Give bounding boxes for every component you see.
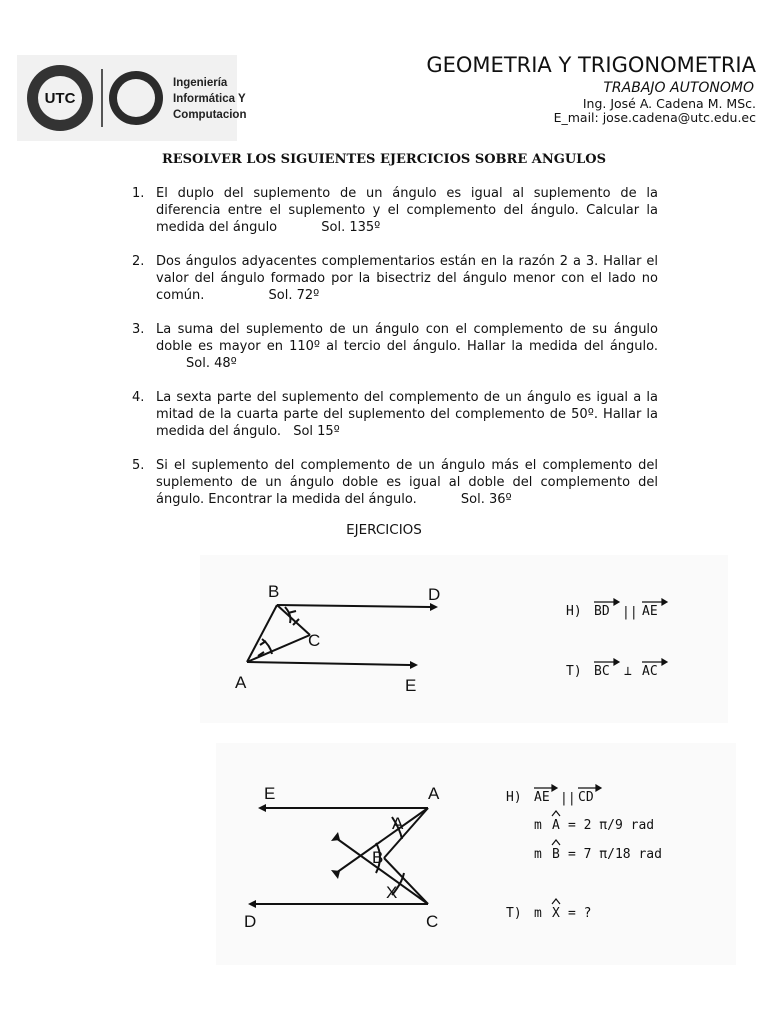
exercise-number: 4. [132,390,145,405]
exercise-item [132,389,658,440]
teacher-name: Ing. José A. Cadena M. MSc. [582,96,756,111]
figure-2-thesis-letter: X [552,906,560,921]
figure-1-label-e: E [405,676,417,695]
exercise-number: 3. [132,322,145,337]
exercise-item [132,321,658,372]
figure-2-thesis-prefix: T) [506,906,522,921]
figure-2-angle-a: A [392,814,404,833]
exercise-text: La suma del suplemento de un ángulo con el complemento de su ángulo doble es mayor en 110º al tercio del ángulo. Hallar la medida del ángulo. [156,322,658,354]
figure-2-angle-a-letter: A [552,818,560,833]
exercises-subheading: EJERCICIOS [346,522,422,538]
exercise-item [132,457,658,508]
exercise-number: 1. [132,186,145,201]
work-type: TRABAJO AUTONOMO [603,80,754,96]
figure-2-hypothesis-seg2: CD [578,790,594,805]
exercise-text: Dos ángulos adyacentes complementarios están en la razón 2 a 3. Hallar el valor del ángulo formado por la bisectriz del ángulo menor con el lado no común. [156,254,658,303]
figure-2-angle-b: B [372,848,384,867]
exercise-item [132,253,658,304]
faculty-name [173,75,247,123]
figure-1-hypothesis-seg2: AE [642,604,658,619]
figure-1-thesis-seg1: BC [594,664,610,679]
figure-1-label-a: A [235,673,247,692]
figure-1-svg [200,555,728,723]
exercise-item [132,185,658,236]
exercise-solution: Sol. 48º [186,356,237,371]
exercise-text: La sexta parte del suplemento del complemento de un ángulo es igual a la mitad de la cuarta parte del suplemento del complemento de 50º. Hallar la medida del ángulo. [156,390,658,439]
figure-2-angle-x: X [386,883,398,902]
figure-2-hypothesis-prefix: H) [506,790,522,805]
figure-2-label-e: E [264,784,276,803]
figure-2-label-c: C [426,912,439,931]
figure-1-diagram [200,555,728,723]
figure-1-hypothesis-seg1: BD [594,604,610,619]
figure-2-label-d: D [244,912,257,931]
figure-1-label-c: C [308,631,321,650]
figure-2-thesis-value: = ? [568,906,592,921]
seal-text: UTC [44,89,76,107]
exercise-list [132,185,658,508]
figure-2-label-a: A [428,784,440,803]
exercise-solution: Sol 15º [293,424,340,439]
figure-2-svg [216,743,736,965]
exercise-solution: Sol. 36º [460,492,512,507]
teacher-email: E_mail: jose.cadena@utc.edu.ec [553,110,756,125]
figure-2-angle-b-m: m [534,847,542,862]
figure-1-thesis-prefix: T) [566,664,582,679]
figure-2-angle-b-letter: B [552,847,560,862]
exercise-number: 5. [132,458,145,473]
figure-2-thesis-m: m [534,906,542,921]
faculty-logo [109,71,163,125]
exercise-solution: Sol. 135º [321,220,381,235]
figure-2-angle-a-value: = 2 π/9 rad [568,818,655,833]
figure-1-label-b: B [268,582,280,601]
figure-1-hypothesis-prefix: H) [566,604,582,619]
logo-divider [101,69,103,127]
figure-2-hypothesis-relation: || [560,791,576,806]
faculty-line-3: Computacion [173,109,247,121]
exercise-number: 2. [132,254,145,269]
figure-1-hypothesis-relation: || [622,605,638,620]
section-heading: RESOLVER LOS SIGUIENTES EJERCICIOS SOBRE ANGULOS [161,152,607,167]
exercise-solution: Sol. 72º [268,288,320,303]
course-title: GEOMETRIA Y TRIGONOMETRIA [426,53,756,77]
figure-2-diagram [216,743,736,965]
faculty-line-1: Ingeniería [173,77,228,89]
figure-1-label-d: D [428,585,441,604]
exercise-text: Si el suplemento del complemento de un ángulo más el complemento del suplemento de un ángulo doble es igual al doble del complemento del ángulo. Encontrar la medida del ángulo. [156,458,658,507]
faculty-line-2: Informática Y [173,93,246,105]
figure-1-thesis-seg2: AC [642,664,658,679]
university-seal-logo [27,65,93,131]
exercise-text: El duplo del suplemento de un ángulo es igual al suplemento de la diferencia entre el suplemento y el complemento del ángulo. Calcular la medida del ángulo [156,186,658,235]
figure-2-hypothesis-seg1: AE [534,790,550,805]
figure-2-angle-b-value: = 7 π/18 rad [568,847,662,862]
figure-1-thesis-relation: ⊥ [624,664,632,679]
logo-block [17,55,247,141]
figure-2-angle-a-m: m [534,818,542,833]
